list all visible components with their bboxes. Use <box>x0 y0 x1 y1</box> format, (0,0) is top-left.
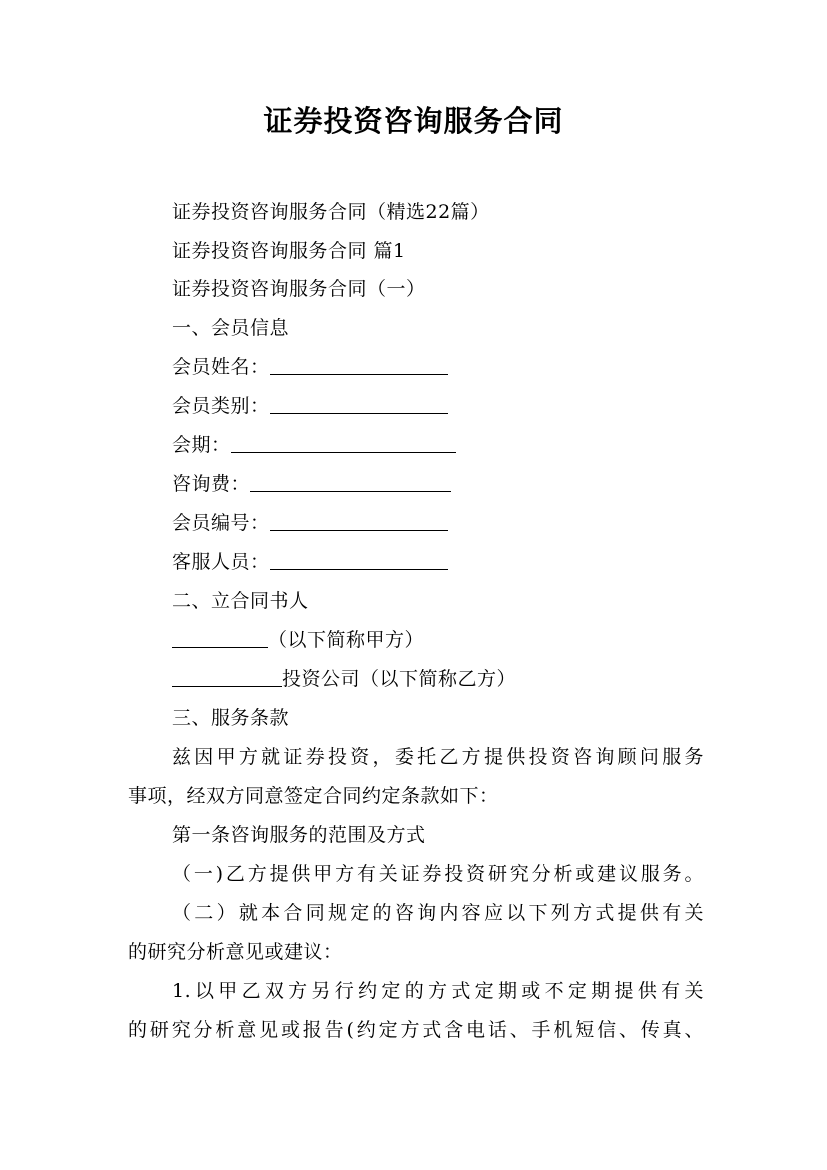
paragraph-line: （二）就本合同规定的咨询内容应以下列方式提供有关 <box>172 902 704 924</box>
fill-in-blank[interactable] <box>270 549 448 570</box>
paragraph-line: 1.以甲乙双方另行约定的方式定期或不定期提供有关 <box>172 980 704 1002</box>
fill-in-blank[interactable] <box>231 432 456 453</box>
fill-in-blank[interactable] <box>250 471 451 492</box>
subtitle-line: 证券投资咨询服务合同（精选22篇） <box>172 201 490 223</box>
party-b-line <box>172 664 516 694</box>
article-heading: 第一条咨询服务的范围及方式 <box>172 824 426 846</box>
paragraph-line: 的研究分析意见或建议： <box>128 941 343 963</box>
paragraph-line: 兹因甲方就证券投资，委托乙方提供投资咨询顾问服务 <box>172 746 704 768</box>
chapter-heading: 证券投资咨询服务合同 篇1 <box>172 240 406 262</box>
field-service-staff <box>172 547 448 577</box>
document-title: 证券投资咨询服务合同 <box>263 104 564 138</box>
paragraph-line: 的研究分析意见或报告(约定方式含电话、手机短信、传真、 <box>128 1019 704 1041</box>
paragraph-line: 事项，经双方同意签定合同约定条款如下： <box>128 785 499 807</box>
field-label: 咨询费： <box>172 473 251 495</box>
field-member-number <box>172 508 448 538</box>
section-heading-member-info: 一、会员信息 <box>172 317 290 339</box>
party-a-label: （以下简称甲方） <box>268 629 425 651</box>
party-b-label: 投资公司（以下简称乙方） <box>282 668 517 690</box>
field-term <box>172 430 456 460</box>
fill-in-blank[interactable] <box>270 510 448 531</box>
fill-in-blank[interactable] <box>270 354 448 375</box>
section-heading-terms: 三、服务条款 <box>172 707 290 729</box>
field-label: 客服人员： <box>172 551 270 573</box>
section-heading-parties: 二、立合同书人 <box>172 590 309 612</box>
party-a-line <box>172 625 424 655</box>
paragraph-line: （一)乙方提供甲方有关证券投资研究分析或建议服务。 <box>172 863 704 885</box>
fill-in-blank[interactable] <box>172 666 282 687</box>
fill-in-blank[interactable] <box>172 627 268 648</box>
field-label: 会期： <box>172 434 231 456</box>
field-fee <box>172 469 451 499</box>
field-member-name <box>172 352 448 382</box>
contract-heading: 证券投资咨询服务合同（一） <box>172 278 426 300</box>
field-label: 会员编号： <box>172 512 270 534</box>
fill-in-blank[interactable] <box>270 393 448 414</box>
field-member-type <box>172 391 448 421</box>
field-label: 会员类别： <box>172 395 270 417</box>
field-label: 会员姓名： <box>172 356 270 378</box>
